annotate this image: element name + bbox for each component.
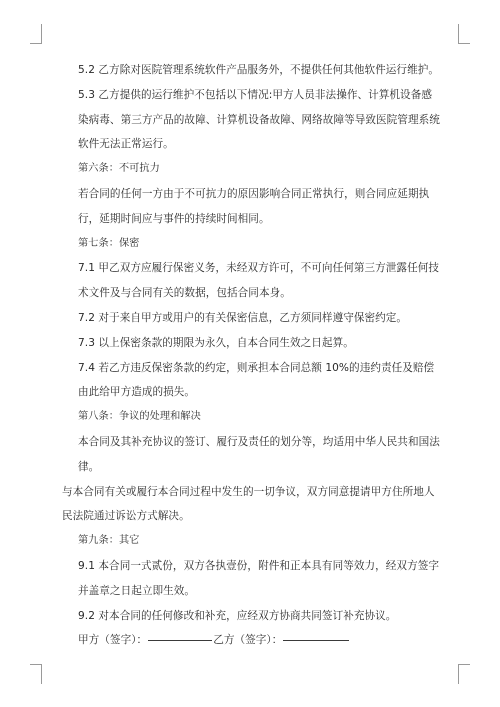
paragraph-8-2: 与本合同有关或履行本合同过程中发生的一切争议，双方同意提请甲方住所地人民法院通过诉讼方式解决。 [62,485,435,523]
heading-article-9: 第九条：其它 [78,535,140,547]
paragraph-8-1: 本合同及其补充协议的签订、履行及责任的划分等，均适用中华人民共和国法律。 [78,435,440,473]
heading-article-6: 第六条：不可抗力 [78,163,160,175]
paragraph-7-2: 7.2 对于来自甲方或用户的有关保密信息，乙方须同样遵守保密约定。 [78,311,408,324]
heading-article-8: 第八条：争议的处理和解决 [78,411,201,423]
paragraph-9-2: 9.2 对本合同的任何修改和补充，应经双方协商共同签订补充协议。 [78,609,397,622]
paragraph-5-2: 5.2 乙方除对医院管理系统软件产品服务外，不提供任何其他软件运行维护。 [78,64,440,76]
paragraph-5-3: 5.3 乙方提供的运行维护不包括以下情况:甲方人员非法操作、计算机设备感染病毒、第三方产品的故障、计算机设备故障、网络故障等导致医院管理系统软件无法正常运行。 [78,88,440,151]
party-a-signature-label: 甲方（签字）： [78,634,148,647]
paragraph-7-3: 7.3 以上保密条款的期限为永久，自本合同生效之日起算。 [78,336,354,349]
party-a-signature-blank [148,639,212,641]
paragraph-7-1: 7.1 甲乙双方应履行保密义务，未经双方许可，不可向任何第三方泄露任何技术文件及与合同有关的数据，包括合同本身。 [78,262,440,300]
paragraph-9-1: 9.1 本合同一式贰份，双方各执壹份，附件和正本具有同等效力，经双方签字并盖章之日起立即生效。 [78,559,440,597]
crop-mark-bottom-left [30,664,42,684]
heading-article-7: 第七条：保密 [78,237,140,249]
signature-line [62,628,440,653]
crop-mark-top-left [30,24,42,44]
paragraph-7-4: 7.4 若乙方违反保密条款的约定，则承担本合同总额 10%的违约责任及赔偿由此给甲方造成的损失。 [78,361,435,399]
crop-mark-bottom-right [458,664,470,684]
paragraph-6: 若合同的任何一方由于不可抗力的原因影响合同正常执行，则合同应延期执行，延期时间应与事件的持续时间相同。 [78,187,430,225]
party-b-signature-label: 乙方（签字）： [213,634,283,647]
document-body [62,58,440,653]
crop-mark-top-right [458,24,470,44]
party-b-signature-blank [283,639,349,641]
